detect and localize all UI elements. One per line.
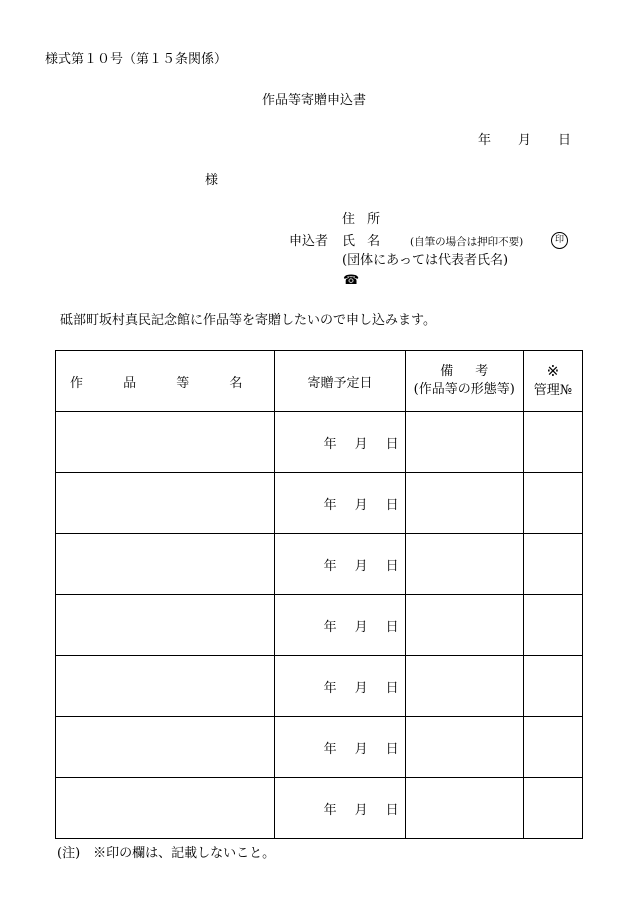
remarks-cell[interactable] [405, 534, 523, 595]
remarks-cell[interactable] [405, 778, 523, 839]
remarks-cell[interactable] [405, 717, 523, 778]
month-unit: 月 [354, 680, 368, 696]
day-unit: 日 [385, 741, 399, 757]
application-statement: 砥部町坂村真民記念館に作品等を寄贈したいので申し込みます。 [60, 313, 436, 328]
table-row [56, 534, 583, 595]
management-number-cell [523, 778, 582, 839]
remarks-cell[interactable] [405, 656, 523, 717]
header-remarks [405, 351, 523, 412]
day-unit: 日 [385, 558, 399, 574]
month-unit: 月 [354, 802, 368, 818]
table-row [56, 412, 583, 473]
year-unit: 年 [323, 619, 337, 635]
month-unit: 月 [354, 497, 368, 513]
table-row [56, 717, 583, 778]
year-unit: 年 [323, 436, 337, 452]
item-name-cell[interactable] [56, 778, 275, 839]
table-row [56, 656, 583, 717]
remarks-cell[interactable] [405, 412, 523, 473]
year-unit: 年 [323, 558, 337, 574]
donation-date-cell[interactable] [275, 412, 405, 473]
month-unit: 月 [354, 619, 368, 635]
day-unit: 日 [385, 680, 399, 696]
header-item-name: 作 品 等 名 [56, 351, 275, 412]
date-year-unit: 年 [478, 133, 492, 148]
management-number-cell [523, 656, 582, 717]
year-unit: 年 [323, 497, 337, 513]
group-representative-note: (団体にあっては代表者氏名) [342, 253, 509, 268]
donation-date-cell[interactable] [275, 473, 405, 534]
day-unit: 日 [385, 619, 399, 635]
document-title: 作品等寄贈申込書 [262, 93, 367, 108]
footnote: (注) ※印の欄は、記載しないこと。 [57, 846, 276, 861]
table-row [56, 778, 583, 839]
day-unit: 日 [385, 497, 399, 513]
seal-note: (自筆の場合は押印不要) [410, 236, 524, 248]
table-row [56, 595, 583, 656]
year-unit: 年 [323, 802, 337, 818]
date-month-unit: 月 [518, 133, 532, 148]
year-unit: 年 [323, 741, 337, 757]
header-remarks-subtitle: (作品等の形態等) [413, 382, 515, 397]
remarks-cell[interactable] [405, 473, 523, 534]
day-unit: 日 [385, 436, 399, 452]
remarks-cell[interactable] [405, 595, 523, 656]
management-number-cell [523, 412, 582, 473]
item-name-cell[interactable] [56, 656, 275, 717]
addressee-suffix: 様 [205, 173, 219, 188]
donation-date-cell[interactable] [275, 778, 405, 839]
donation-date-cell[interactable] [275, 656, 405, 717]
management-number-cell [523, 595, 582, 656]
item-name-cell[interactable] [56, 412, 275, 473]
year-unit: 年 [323, 680, 337, 696]
item-name-cell[interactable] [56, 534, 275, 595]
donation-date-cell[interactable] [275, 595, 405, 656]
header-remarks-title: 備考 [440, 364, 511, 380]
day-unit: 日 [385, 802, 399, 818]
date-line [478, 134, 571, 147]
header-management-number [523, 351, 582, 412]
donation-items-table [55, 350, 583, 839]
form-number: 様式第１０号（第１５条関係） [45, 52, 228, 67]
item-name-cell[interactable] [56, 595, 275, 656]
month-unit: 月 [354, 436, 368, 452]
table-row [56, 473, 583, 534]
item-name-cell[interactable] [56, 717, 275, 778]
applicant-label: 申込者 [289, 234, 329, 249]
name-label: 氏 名 [342, 234, 385, 249]
date-day-unit: 日 [558, 133, 572, 148]
table-header-row [56, 351, 583, 412]
address-label: 住 所 [342, 212, 385, 227]
management-number-cell [523, 473, 582, 534]
donation-date-cell[interactable] [275, 534, 405, 595]
management-number-cell [523, 717, 582, 778]
header-management-label: 管理№ [533, 383, 573, 399]
management-number-cell [523, 534, 582, 595]
phone-icon: ☎ [343, 273, 360, 288]
header-donation-date: 寄贈予定日 [275, 351, 405, 412]
seal-mark-icon: 印 [551, 232, 568, 249]
month-unit: 月 [354, 741, 368, 757]
reference-mark-icon: ※ [546, 362, 560, 381]
month-unit: 月 [354, 558, 368, 574]
donation-date-cell[interactable] [275, 717, 405, 778]
item-name-cell[interactable] [56, 473, 275, 534]
